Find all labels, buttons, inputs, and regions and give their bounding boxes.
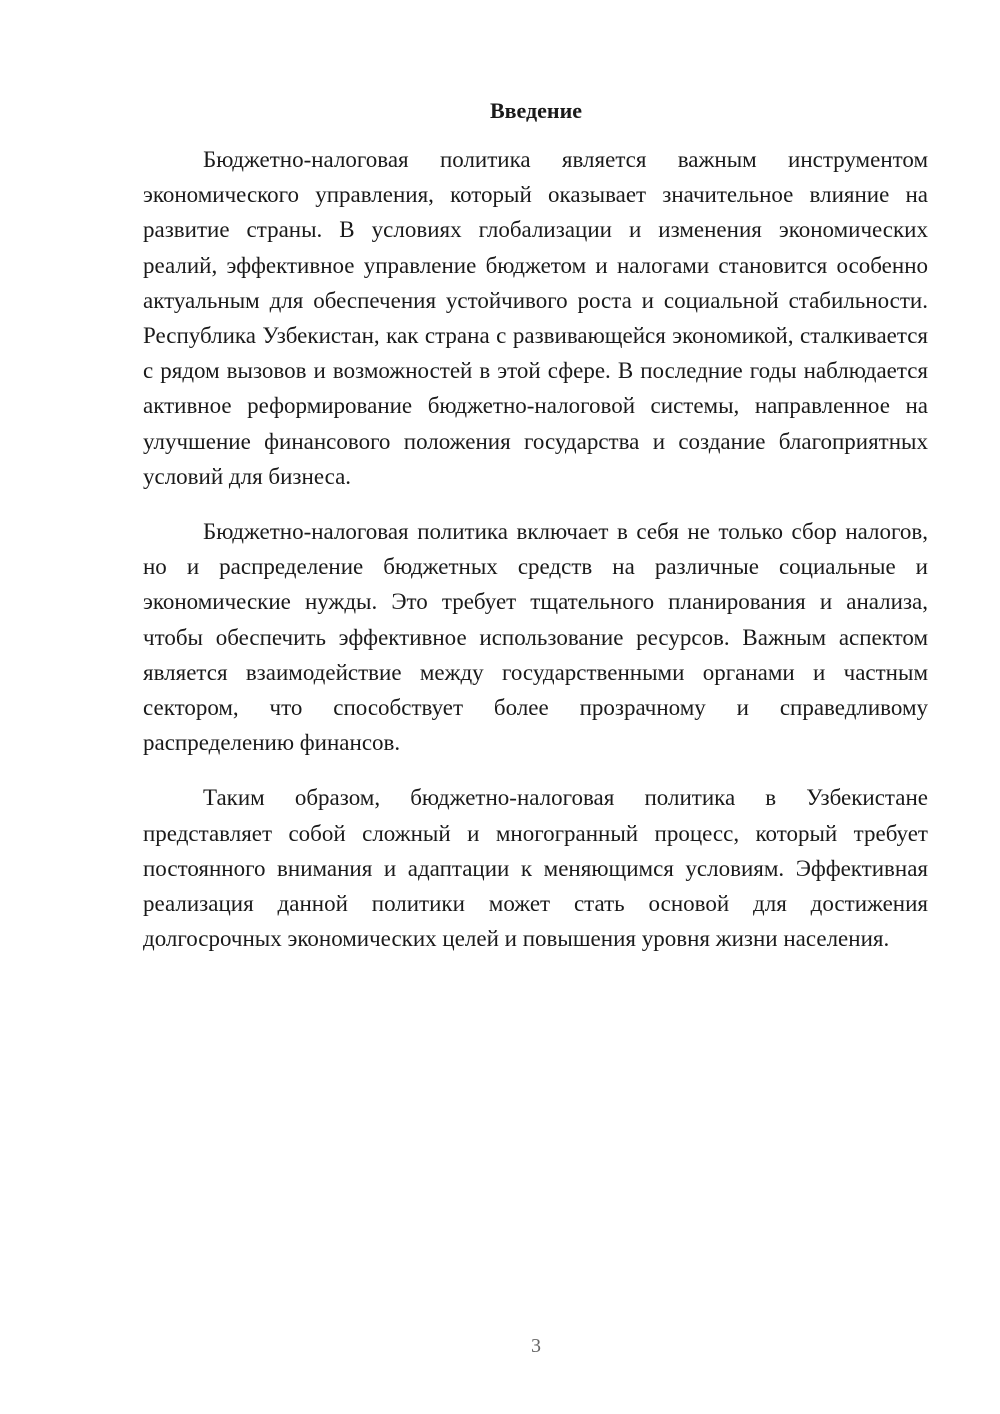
- paragraph-3: Таким образом, бюджетно-налоговая политика в Узбекистане представляет собой сложный и многогранный процесс, который требует постоянного внимания и адаптации к меняющимся условиям. Эффективная реализация данной политики может стать основой для достижения долгосрочных экономических целей и повышения уровня жизни населения.: [143, 785, 928, 952]
- page-number: 3: [531, 1335, 541, 1357]
- paragraph-1: Бюджетно-налоговая политика является важным инструментом экономического управления, который оказывает значительное влияние на развитие страны. В условиях глобализации и изменения экономических реалий, эффективное управление бюджетом и налогами становится особенно актуальным для обеспечения устойчивого роста и социальной стабильности. Республика Узбекистан, как страна с развивающейся экономикой, сталкивается с рядом вызовов и возможностей в этой сфере. В последние годы наблюдается активное реформирование бюджетно-налоговой системы, направленное на улучшение финансового положения государства и создание благоприятных условий для бизнеса.: [143, 147, 928, 489]
- section-title: Введение: [489, 98, 583, 123]
- body-text: [143, 142, 928, 976]
- paragraph-2: Бюджетно-налоговая политика включает в себя не только сбор налогов, но и распределение бюджетных средств на различные социальные и экономические нужды. Это требует тщательного планирования и анализа, чтобы обеспечить эффективное использование ресурсов. Важным аспектом является взаимодействие между государственными органами и частным сектором, что способствует более прозрачному и справедливому распределению финансов.: [143, 519, 928, 756]
